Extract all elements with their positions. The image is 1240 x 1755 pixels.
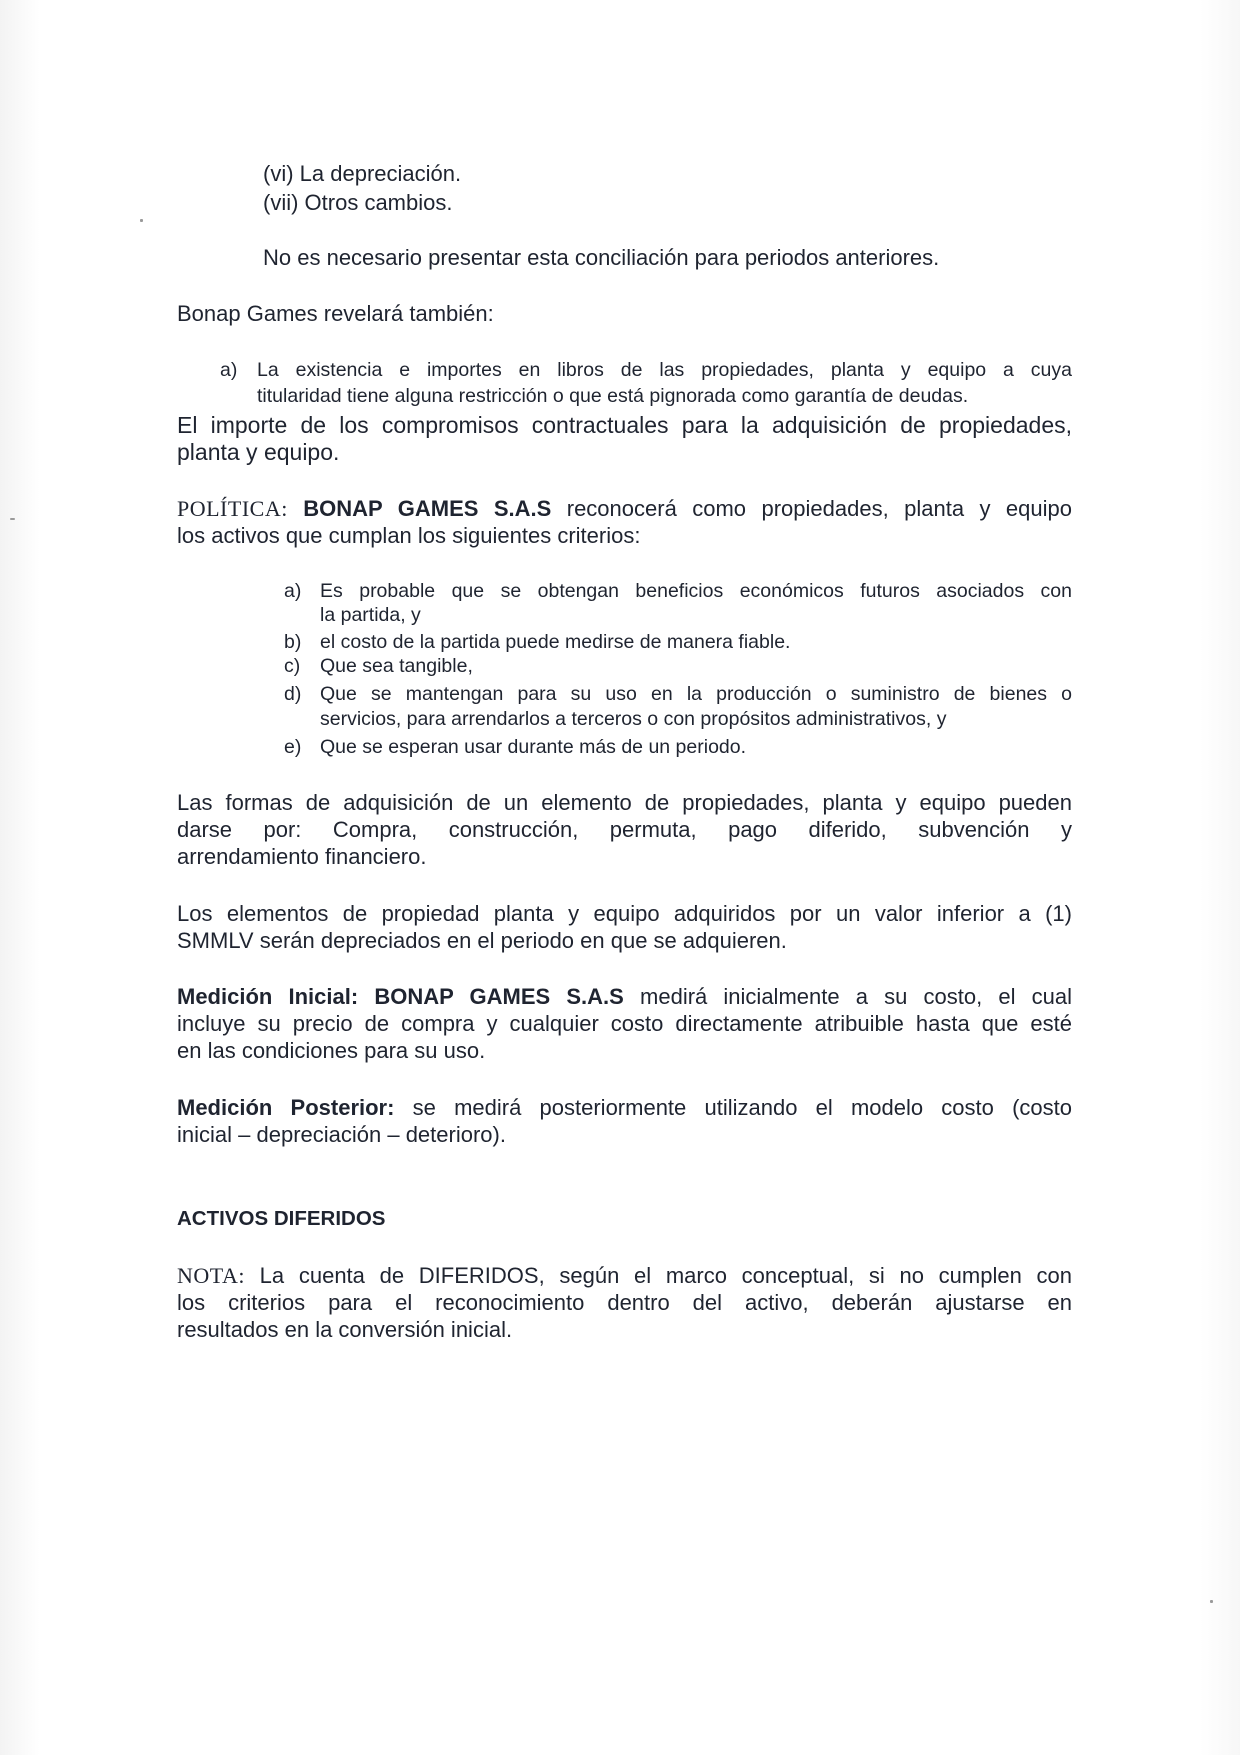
list-item: (vii) Otros cambios.	[263, 190, 453, 215]
scan-speck	[140, 219, 143, 222]
medicion-posterior-text: se medirá posteriormente utilizando el modelo costo (costo	[412, 1095, 1072, 1120]
paragraph: Bonap Games revelará también:	[177, 301, 494, 326]
politica-text: reconocerá como propiedades, planta y equipo	[566, 496, 1072, 521]
paragraph: No es necesario presentar esta conciliación para periodos anteriores.	[263, 245, 940, 270]
list-label: a)	[284, 580, 302, 602]
list-item-text: titularidad tiene alguna restricción o que está pignorada como garantía de deudas.	[257, 385, 969, 407]
list-item-text: La existencia e importes en libros de las propiedades, planta y equipo a cuya	[257, 359, 1072, 381]
list-item-text: Es probable que se obtengan beneficios económicos futuros asociados con	[320, 580, 1072, 602]
politica-paragraph	[177, 496, 1072, 522]
list-item-text: Que se mantengan para su uso en la producción o suministro de bienes o	[320, 683, 1072, 705]
paragraph: planta y equipo.	[177, 439, 340, 465]
list-label: d)	[284, 683, 302, 705]
medicion-inicial-text: medirá inicialmente a su costo, el cual	[640, 984, 1073, 1009]
list-item-text: servicios, para arrendarlos a terceros o con propósitos administrativos, y	[320, 708, 947, 730]
scan-speck	[1210, 1600, 1213, 1603]
paragraph: inicial – depreciación – deterioro).	[177, 1122, 506, 1147]
nota-label: NOTA:	[177, 1263, 245, 1288]
medicion-inicial-label: Medición Inicial: BONAP GAMES S.A.S	[177, 984, 624, 1009]
paragraph: los activos que cumplan los siguientes criterios:	[177, 523, 641, 548]
list-item-text: la partida, y	[320, 604, 421, 626]
paragraph: incluye su precio de compra y cualquier costo directamente atribuible hasta que esté	[177, 1011, 1072, 1036]
medicion-posterior-paragraph	[177, 1095, 1072, 1121]
paragraph: resultados en la conversión inicial.	[177, 1317, 513, 1342]
politica-label: POLÍTICA:	[177, 496, 288, 521]
list-item-text: Que sea tangible,	[320, 655, 473, 677]
section-heading: ACTIVOS DIFERIDOS	[177, 1207, 386, 1230]
list-item: (vi) La depreciación.	[263, 161, 462, 186]
nota-paragraph	[177, 1263, 1072, 1289]
list-item-text: Que se esperan usar durante más de un periodo.	[320, 736, 747, 758]
medicion-inicial-paragraph	[177, 984, 1072, 1010]
paragraph: arrendamiento financiero.	[177, 844, 427, 869]
nota-text: La cuenta de DIFERIDOS, según el marco conceptual, si no cumplen con	[259, 1263, 1072, 1288]
scan-speck	[10, 518, 15, 520]
list-item-text: el costo de la partida puede medirse de manera fiable.	[320, 631, 791, 653]
company-name: BONAP GAMES S.A.S	[303, 496, 552, 521]
paragraph: El importe de los compromisos contractuales para la adquisición de propiedades,	[177, 412, 1072, 438]
paragraph: SMMLV serán depreciados en el periodo en que se adquieren.	[177, 928, 787, 953]
list-label: a)	[220, 359, 238, 381]
paragraph: Los elementos de propiedad planta y equipo adquiridos por un valor inferior a (1)	[177, 901, 1072, 926]
medicion-posterior-label: Medición Posterior:	[177, 1095, 395, 1120]
list-label: c)	[284, 655, 301, 677]
paragraph: Las formas de adquisición de un elemento de propiedades, planta y equipo pueden	[177, 790, 1072, 815]
paragraph: darse por: Compra, construcción, permuta, pago diferido, subvención y	[177, 817, 1072, 842]
paragraph: en las condiciones para su uso.	[177, 1038, 486, 1063]
paragraph: los criterios para el reconocimiento dentro del activo, deberán ajustarse en	[177, 1290, 1072, 1315]
list-label: b)	[284, 631, 302, 653]
list-label: e)	[284, 736, 302, 758]
